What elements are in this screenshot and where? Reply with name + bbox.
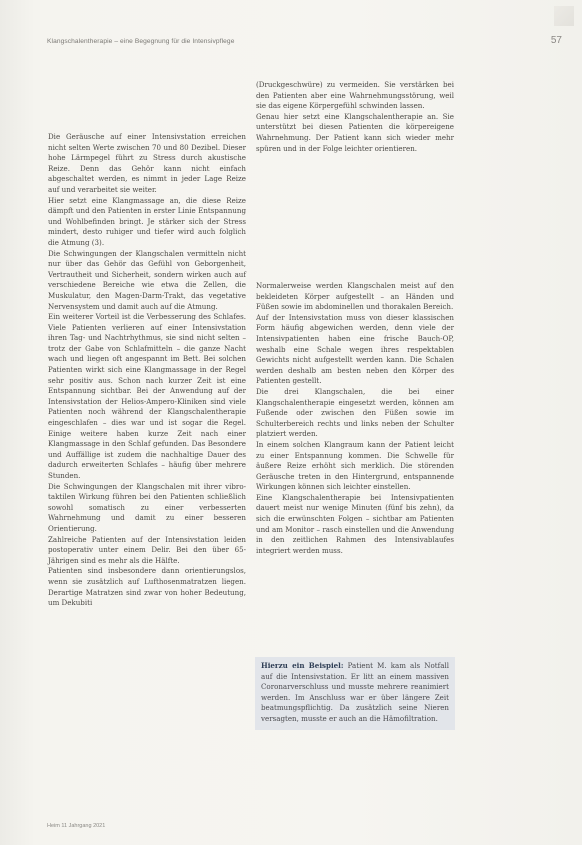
- example-box-lead: Hierzu ein Beispiel:: [261, 661, 344, 670]
- body-paragraph: Die Schwingungen der Klangschalen vermitteln nicht nur über das Gehör das Gefühl von Geborgenheit, Vertrautheit und Sicherheit, sondern wirken auch auf verschiedene Bereiche wie etwa die Zellen, die Muskulatur, den Magen-Darm-Trakt, das vegetative Nervensystem und damit auch auf die Atmung.: [48, 248, 246, 311]
- body-paragraph: Patienten sind insbesondere dann orientierungslos, wenn sie zusätzlich auf Lufthosenmatratzen liegen. Derartige Matratzen sind zwar von hoher Bedeutung, um Dekubiti: [48, 566, 246, 608]
- left-column: [48, 132, 246, 609]
- body-paragraph: Ein weiterer Vorteil ist die Verbesserung des Schlafes. Viele Patienten verlieren auf einer Intensivstation ihren Tag- und Nachtrhythmus, sie sind nicht selten – trotz der Gabe von Schlafmitteln – die ganze Nacht wach und liegen oft angespannt im Bett. Bei solchen Patienten wirkt sich eine Klangmassage in der Regel sehr positiv aus. Schon nach kurzer Zeit ist eine Entspannung sichtbar. Bei der Anwendung auf der Intensivstation der Helios-Ampero-Kliniken sind viele Patienten noch während der Klangschalentherapie eingeschlafen – dies war und ist sogar die Regel. Einige weitere haben kurze Zeit nach einer Klangmassage in den Schlaf gefunden. Das Besondere und Auffällige ist zudem die nachhaltige Dauer des dadurch erweiterten Schlafes – häufig über mehrere Stunden.: [48, 312, 246, 480]
- body-paragraph: Die Geräusche auf einer Intensivstation erreichen nicht selten Werte zwischen 70 und 80 Dezibel. Dieser hohe Lärmpegel führt zu Stress durch akustische Reize. Denn das Gehör kann nicht einfach abgeschaltet werden, es nimmt in jeder Lage Reize auf und verarbeitet sie weiter.: [48, 132, 246, 194]
- footer-issue: Heim 11 Jahrgang 2021: [47, 823, 106, 829]
- example-box: [255, 657, 455, 730]
- page-number: 57: [550, 35, 562, 46]
- body-paragraph: Hier setzt eine Klangmassage an, die diese Reize dämpft und den Patienten in erster Linie Entspannung und Wohlbefinden bringt. Je stärker sich der Stress mindert, desto ruhiger und tiefer wird auch folglich die Atmung (3).: [48, 195, 246, 247]
- corner-mark: [554, 6, 574, 26]
- right-column-top: [256, 80, 454, 154]
- body-paragraph: Die drei Klangschalen, die bei einer Klangschalentherapie eingesetzt werden, können am Fußende oder zwischen den Füßen sowie im Schulterbereich rechts und links neben der Schulter platziert werden.: [256, 386, 454, 439]
- body-paragraph: Normalerweise werden Klangschalen meist auf den bekleideten Körper aufgestellt – an Händen und Füßen sowie im abdominellen und thorakalen Bereich.: [256, 281, 454, 312]
- body-paragraph: Die Schwingungen der Klangschalen mit ihrer vibro-taktilen Wirkung führen bei den Patienten schließlich sowohl somatisch zu einer verbesserten Wahrnehmung und damit zu einer besseren Orientierung.: [48, 481, 246, 533]
- right-column-bottom: [256, 281, 454, 556]
- body-paragraph: Eine Klangschalentherapie bei Intensivpatienten dauert meist nur wenige Minuten (fünf bis zehn), da sich die erwünschten Folgen – sichtbar am Patienten und am Monitor – rasch einstellen und die Anwendung in den zeitlichen Rahmen des Intensivablaufes integriert werden muss.: [256, 492, 454, 555]
- body-paragraph: Auf der Intensivstation muss von dieser klassischen Form häufig abgewichen werden, denn viele der Intensivpatienten haben eine frische Bauch-OP, weshalb eine Schale wegen ihres respektablen Gewichts nicht aufgestellt werden kann. Die Schalen werden deshalb am besten neben den Körper des Patienten gestellt.: [256, 312, 454, 386]
- body-paragraph: Genau hier setzt eine Klangschalentherapie an. Sie unterstützt bei diesen Patienten die körpereigene Wahrnehmung. Der Patient kann sich wieder mehr spüren und in der Folge leichter orientieren.: [256, 111, 454, 153]
- body-paragraph: Zahlreiche Patienten auf der Intensivstation leiden postoperativ unter einem Delir. Bei den über 65-Jährigen sind es mehr als die Hälfte.: [48, 534, 246, 565]
- running-head: Klangschalentherapie – eine Begegnung für die Intensivpflege: [47, 38, 235, 45]
- body-paragraph: In einem solchen Klangraum kann der Patient leicht zu einer Entspannung kommen. Die Schwelle für äußere Reize erhöht sich merklich. Die störenden Geräusche treten in den Hintergrund, entspannende Wirkungen können sich leichter einstellen.: [256, 439, 454, 492]
- body-paragraph: (Druckgeschwüre) zu vermeiden. Sie verstärken bei den Patienten aber eine Wahrnehmungsstörung, weil sie das eigene Körpergefühl schwinden lassen.: [256, 80, 454, 111]
- example-box-text: Patient M. kam als Notfall auf die Intensivstation. Er litt an einem massiven Coronarverschluss und musste mehrere reanimiert werden. Im Anschluss war er über längere Zeit beatmungspflichtig. Da zusätzlich seine Nieren versagten, musste er auch an die Hämofiltration.: [261, 661, 450, 723]
